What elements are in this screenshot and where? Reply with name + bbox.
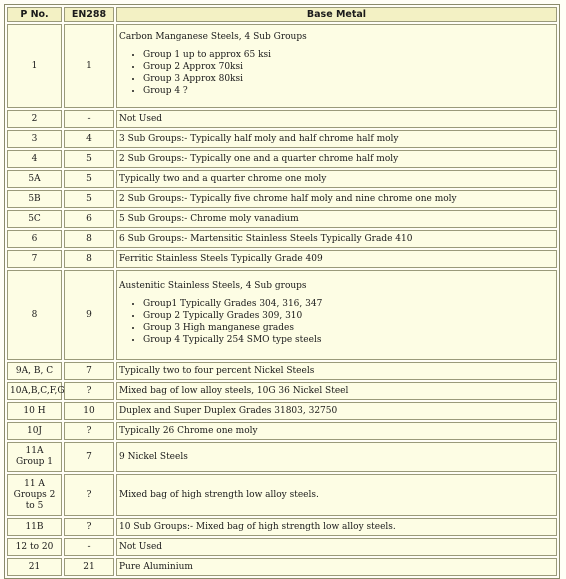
base-metal-cell: Duplex and Super Duplex Grades 31803, 32750 <box>116 402 557 420</box>
en288-cell: 5 <box>64 150 114 168</box>
list-item: • Group 2 Approx 70ksi <box>143 61 554 73</box>
p-no-cell: 6 <box>7 230 62 248</box>
en288-cell: 7 <box>64 362 114 380</box>
p-no-cell: 5B <box>7 190 62 208</box>
en288-cell: 5 <box>64 190 114 208</box>
p-no-cell: 11B <box>7 518 62 536</box>
table-row <box>7 382 557 400</box>
base-metal-cell: 6 Sub Groups:- Martensitic Stainless Steels Typically Grade 410 <box>116 230 557 248</box>
en288-cell: 8 <box>64 230 114 248</box>
p-no-cell: 8 <box>7 270 62 360</box>
en288-cell: 7 <box>64 442 114 472</box>
table-row <box>7 422 557 440</box>
en288-cell: 9 <box>64 270 114 360</box>
p-no-cell: 4 <box>7 150 62 168</box>
base-metal-text: Carbon Manganese Steels, 4 Sub Groups <box>119 31 307 42</box>
table-row <box>7 474 557 516</box>
p-no-cell: 10A,B,C,F,G <box>7 382 62 400</box>
list-item: • Group1 Typically Grades 304, 316, 347 <box>143 298 554 310</box>
base-metal-cell: 5 Sub Groups:- Chrome moly vanadium <box>116 210 557 228</box>
header-base-metal: Base Metal <box>116 7 557 22</box>
list-item: • Group 4 ? <box>143 85 554 97</box>
en288-cell: ? <box>64 474 114 516</box>
table-row <box>7 538 557 556</box>
p-no-cell: 2 <box>7 110 62 128</box>
base-metal-text: Austenitic Stainless Steels, 4 Sub groups <box>119 280 307 291</box>
table-row <box>7 402 557 420</box>
table-row <box>7 110 557 128</box>
p-no-cell: 12 to 20 <box>7 538 62 556</box>
base-metal-cell: 9 Nickel Steels <box>116 442 557 472</box>
header-en288: EN288 <box>64 7 114 22</box>
table-row <box>7 150 557 168</box>
list-item: • Group 3 Approx 80ksi <box>143 73 554 85</box>
table-row <box>7 518 557 536</box>
table-row <box>7 24 557 108</box>
header-row <box>7 7 557 22</box>
p-no-cell: 10J <box>7 422 62 440</box>
table-row <box>7 210 557 228</box>
base-metal-cell: Typically two and a quarter chrome one moly <box>116 170 557 188</box>
base-metal-cell: Not Used <box>116 538 557 556</box>
list-item: • Group 2 Typically Grades 309, 310 <box>143 310 554 322</box>
list-item: • Group 1 up to approx 65 ksi <box>143 49 554 61</box>
en288-cell: - <box>64 538 114 556</box>
base-metal-cell: 2 Sub Groups:- Typically one and a quarter chrome half moly <box>116 150 557 168</box>
table-row <box>7 558 557 576</box>
en288-cell: - <box>64 110 114 128</box>
p-no-cell: 21 <box>7 558 62 576</box>
en288-cell: 1 <box>64 24 114 108</box>
base-metal-cell: Not Used <box>116 110 557 128</box>
base-metal-cell: Ferritic Stainless Steels Typically Grade 409 <box>116 250 557 268</box>
base-metal-cell: 3 Sub Groups:- Typically half moly and half chrome half moly <box>116 130 557 148</box>
en288-cell: 21 <box>64 558 114 576</box>
base-metal-cell: 2 Sub Groups:- Typically five chrome half moly and nine chrome one moly <box>116 190 557 208</box>
p-no-cell: 5C <box>7 210 62 228</box>
en288-cell: ? <box>64 422 114 440</box>
en288-cell: 4 <box>64 130 114 148</box>
base-metal-cell <box>116 270 557 360</box>
p-no-cell: 5A <box>7 170 62 188</box>
base-metal-cell <box>116 24 557 108</box>
p-no-cell: 10 H <box>7 402 62 420</box>
base-metal-cell: Typically 26 Chrome one moly <box>116 422 557 440</box>
table-row <box>7 190 557 208</box>
p-no-cell: 1 <box>7 24 62 108</box>
table-row <box>7 230 557 248</box>
table-row <box>7 130 557 148</box>
table-row <box>7 270 557 360</box>
subgroup-list <box>119 49 554 97</box>
en288-cell: 8 <box>64 250 114 268</box>
base-metal-cell: 10 Sub Groups:- Mixed bag of high strength low alloy steels. <box>116 518 557 536</box>
table-row <box>7 442 557 472</box>
p-number-table <box>4 4 560 579</box>
en288-cell: 10 <box>64 402 114 420</box>
p-no-cell: 11A Group 1 <box>7 442 62 472</box>
en288-cell: 5 <box>64 170 114 188</box>
base-metal-cell: Pure Aluminium <box>116 558 557 576</box>
list-item: • Group 4 Typically 254 SMO type steels <box>143 334 554 346</box>
p-no-cell: 3 <box>7 130 62 148</box>
en288-cell: ? <box>64 382 114 400</box>
header-p-no: P No. <box>7 7 62 22</box>
base-metal-cell: Typically two to four percent Nickel Steels <box>116 362 557 380</box>
table-row <box>7 362 557 380</box>
p-no-cell: 9A, B, C <box>7 362 62 380</box>
base-metal-cell: Mixed bag of high strength low alloy steels. <box>116 474 557 516</box>
table-row <box>7 170 557 188</box>
p-no-cell: 11 A Groups 2 to 5 <box>7 474 62 516</box>
en288-cell: ? <box>64 518 114 536</box>
subgroup-list <box>119 298 554 346</box>
p-no-cell: 7 <box>7 250 62 268</box>
table-row <box>7 250 557 268</box>
list-item: • Group 3 High manganese grades <box>143 322 554 334</box>
en288-cell: 6 <box>64 210 114 228</box>
base-metal-cell: Mixed bag of low alloy steels, 10G 36 Nickel Steel <box>116 382 557 400</box>
